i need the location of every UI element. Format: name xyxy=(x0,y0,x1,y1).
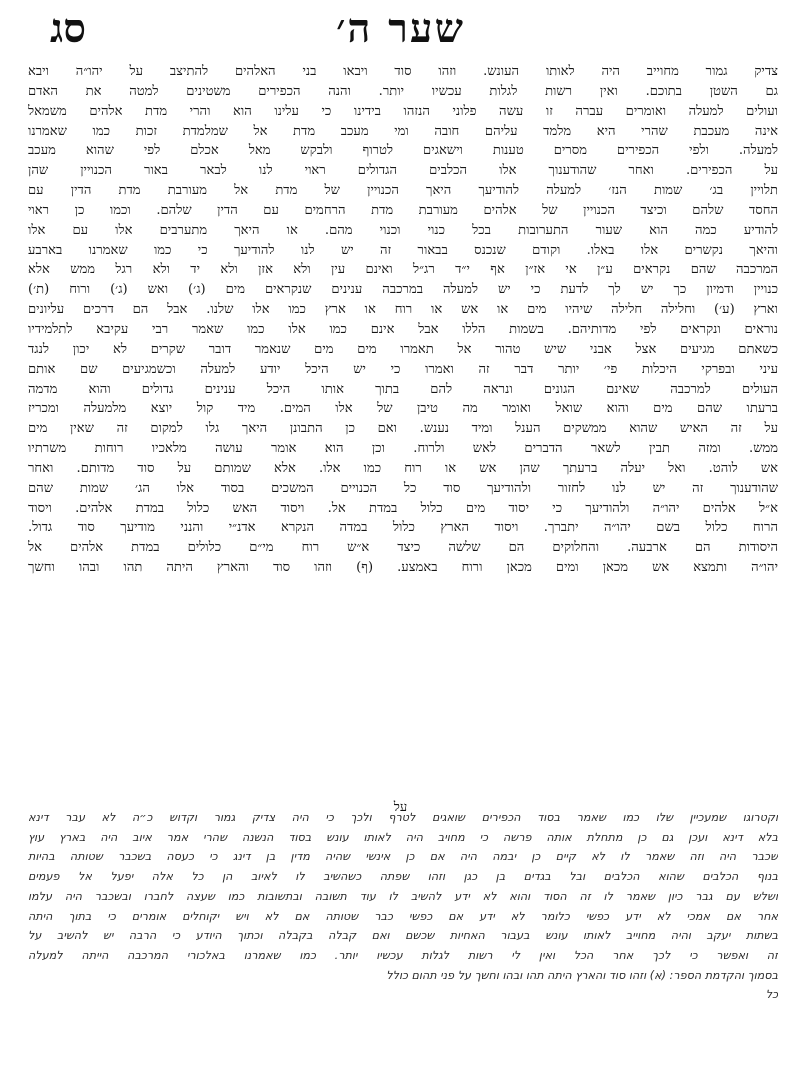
text-line: ברעתו שהם מים והוא שואל ואומר מה טיבן של אלו המים. מיד קול יוצא מלמעלה ומכריז xyxy=(28,401,778,417)
text-line: והיאך נקשרים אלו באלו. וקודם שנכנס בבאור זה יש לנו להודיעך כי כמו שאמרנו בארבע xyxy=(28,242,778,258)
text-line: אש לוהט. ואל יעלה ברעתך שהן אש או רוח כמו אלו. אלא שמותם על סוד מדותם. ואחר xyxy=(28,460,778,476)
text-line: המרכבה שהם נקראים ע״ן אי אז״ן אף י״ד רג״ל ואינם עין ולא אזן ולא יד ולא רגל ממש אלא xyxy=(28,262,778,278)
text-line: היסודות הם ארבעה. והחלוקים הם שלשה כיצד א״ש רוח מי״ם כלולים במדת אלהים אל xyxy=(28,540,778,556)
text-line: למעלה. ולפי הכפירים מסרים טענות וישאגים לטרוף ולבקש מאל אכלם לפי שהוא מעכב xyxy=(28,143,778,159)
text-line: ועולים למעלה ואומרים עברה זו עשה פלוני הנזהו בידינו כי עלינו הוא והרי מדת אלהים משמאל xyxy=(28,103,778,119)
text-line: תלויין בג׳ שמות הנז׳ למעלה להודיעך היאך הכנויין של מדת אל מעורבת מדת הדין עם xyxy=(28,183,778,199)
text-line: ממש. ומזה תבין לשאר הדברים לאש ולרוח. וכן הוא אומר עושה מלאכיו רוחות משרתיו xyxy=(28,441,778,457)
text-line: עיני ובפרקי היכלות פי׳ יותר דבר זה ואמרו כי יש היכל יודע למעלה וכשמגיעים שם אותם xyxy=(28,361,778,377)
text-line: וארץ (ע׳) וחלילה חלילה שיהיו מים או אש או רוח או ארץ כמו אלו שלנו. אבל הם דרכים עליונים xyxy=(28,302,778,318)
text-line: על הכפירים. ואחר שהודענוך אלו הכלבים הגדולים ראוי לנו לבאר באור הכנויין שהן xyxy=(28,163,778,179)
text-line: בשתות יעקב והיה מחוייב לאותו עונש בעבור האחיות שכשם ואם קבלה בקבלה וכתוך היודע כי הרבה יש להשיב על xyxy=(28,929,778,943)
text-line: הרוח כלול בשם יהו״ה יתברך. ויסוד הארץ כלול במדה הנקרא אדנ״י והנני מודיעך סוד גדול. xyxy=(28,520,778,536)
main-text-trailing-word: על xyxy=(393,800,408,815)
text-line: ושלש עם גבר כיון שאמר לו זה הסוד והוא לא ידע להשיב לו עוד תשובה ובתשובות כמו שעצה לחברו ובשכבר היה עלמו xyxy=(28,889,778,903)
text-line: זה ואפשר כי לכך אחר הכל ואין לי רשות לגלות עכשיו יותר. כמו שאמרנו באלכורי המרכבה הייתה למעלה xyxy=(28,948,778,962)
text-line: להודיע כמה הוא שעור התערובות בכל כנוי וכנוי מהם. או היאך מתערבים אלו עם אלו xyxy=(28,222,778,238)
text-line: צדיק גמור מחוייב היה לאותו העונש. וזהו סוד ויבאו בני האלהים להתיצב על יהו״ה ויבא xyxy=(28,64,778,79)
text-line: א״ל אלהים יהו״ה ולהודיעך כי יסוד מים כלול במדת אל. ויסוד האש כלול במדת אלהים. ויסוד xyxy=(28,500,778,516)
text-line: שהודענוך זה יש לנו לחזור ולהודיעך סוד כל הכנויים המשכים בסוד אלו הג׳ שמות שהם xyxy=(28,480,778,496)
text-line: בסמוך והקדמת הספר: (א) וזהו סוד והארץ היתה תהו ובהו וחשך על פני תהום כולל xyxy=(386,968,778,982)
text-line: בנוף הכלבים שהוא הכלבים ובל בגדים בן כגן וזהו שפתה כשהשיב לו לאיוב הן כל אלה יפעל אל פעמים xyxy=(28,870,778,884)
text-line: כשאתם מגיעים אצל אבני שיש טהור אל תאמרו מים מים שנאמר דובר שקרים לא יכון לנגד xyxy=(28,341,778,357)
main-text-block xyxy=(28,62,778,578)
text-line: יהו״ה ותמצא אש מכאן ומים מכאן ורוח באמצע. (ף) וזהו סוד והארץ היתה תהו ובהו וחשך xyxy=(28,560,778,576)
text-line: בלא דינא ועכן גם כן מתחלת אותה פרשה כי מחויב היה לאותו עונש בסוד הנשנה שהרי אמר איוב היה בארץ עוץ xyxy=(28,830,778,844)
text-line: שכבר היה וזה שאמר לו לא קיים כן יבמה היה אם כן אינשי שהיה מדין בן דינג כי כעסה בשכבר שטותה בהיות xyxy=(28,850,778,864)
commentary-block xyxy=(28,808,778,1005)
text-line: נוראים ונקראים לפי מדותיהם. בשמות הללו אבל אינם כמו אלו כמו שאמר רבי עקיבא לתלמידיו xyxy=(28,321,778,337)
catchword: כל xyxy=(765,988,778,1002)
text-line: אינה מעכבת שהרי היא מלמד עליהם חובה ומי מעכב מדת אל שמלמדת זכות כמו שאמרנו xyxy=(28,123,778,139)
text-line: החסד שלהם וכיצד הכנויין של אלהים מעורבת מדת הרחמים עם הדין שלהם. וכמו כן ראוי xyxy=(28,202,778,218)
text-line: וקטרוגו שמעכיין שלו כמו שאמר בסוד הכפירים שואגים לטרף ולכך כי היה צדיק גמור וקדוש כ״ה לא עבר דינא xyxy=(28,811,778,824)
text-line: על זה האיש שהוא ממשקים הענל ומיד נענש. ואם כן התבונן היאך גלו למקום זה שאין מים xyxy=(28,421,778,437)
page-number: סג xyxy=(50,5,86,52)
text-line: אחר אם אמכי לא ידע כפשי כלומר לא ידע אם כפשי כבר שטותה אם לא ויש יקוחלים אומרים כי בתוך היתה xyxy=(28,909,778,923)
text-line: גם השטן בתוכם. ואין רשות לגלות עכשיו יותר. והנה הכפירים משטינים למטה את האדם xyxy=(28,83,778,99)
text-line: העולים למרכבה שאינם הגונים ונראה להם בתוך אותו היכל ענינים גדולים והוא מדמה xyxy=(28,381,778,397)
running-header xyxy=(50,4,751,58)
text-line: כנויין ודמיון כך יש לך לדעת כי יש למעלה במרכבה ענינים שנקראים מים (ג׳) ואש (ג׳) ורוח (ת׳) xyxy=(28,282,778,298)
chapter-title: שער ה׳ xyxy=(336,5,465,52)
